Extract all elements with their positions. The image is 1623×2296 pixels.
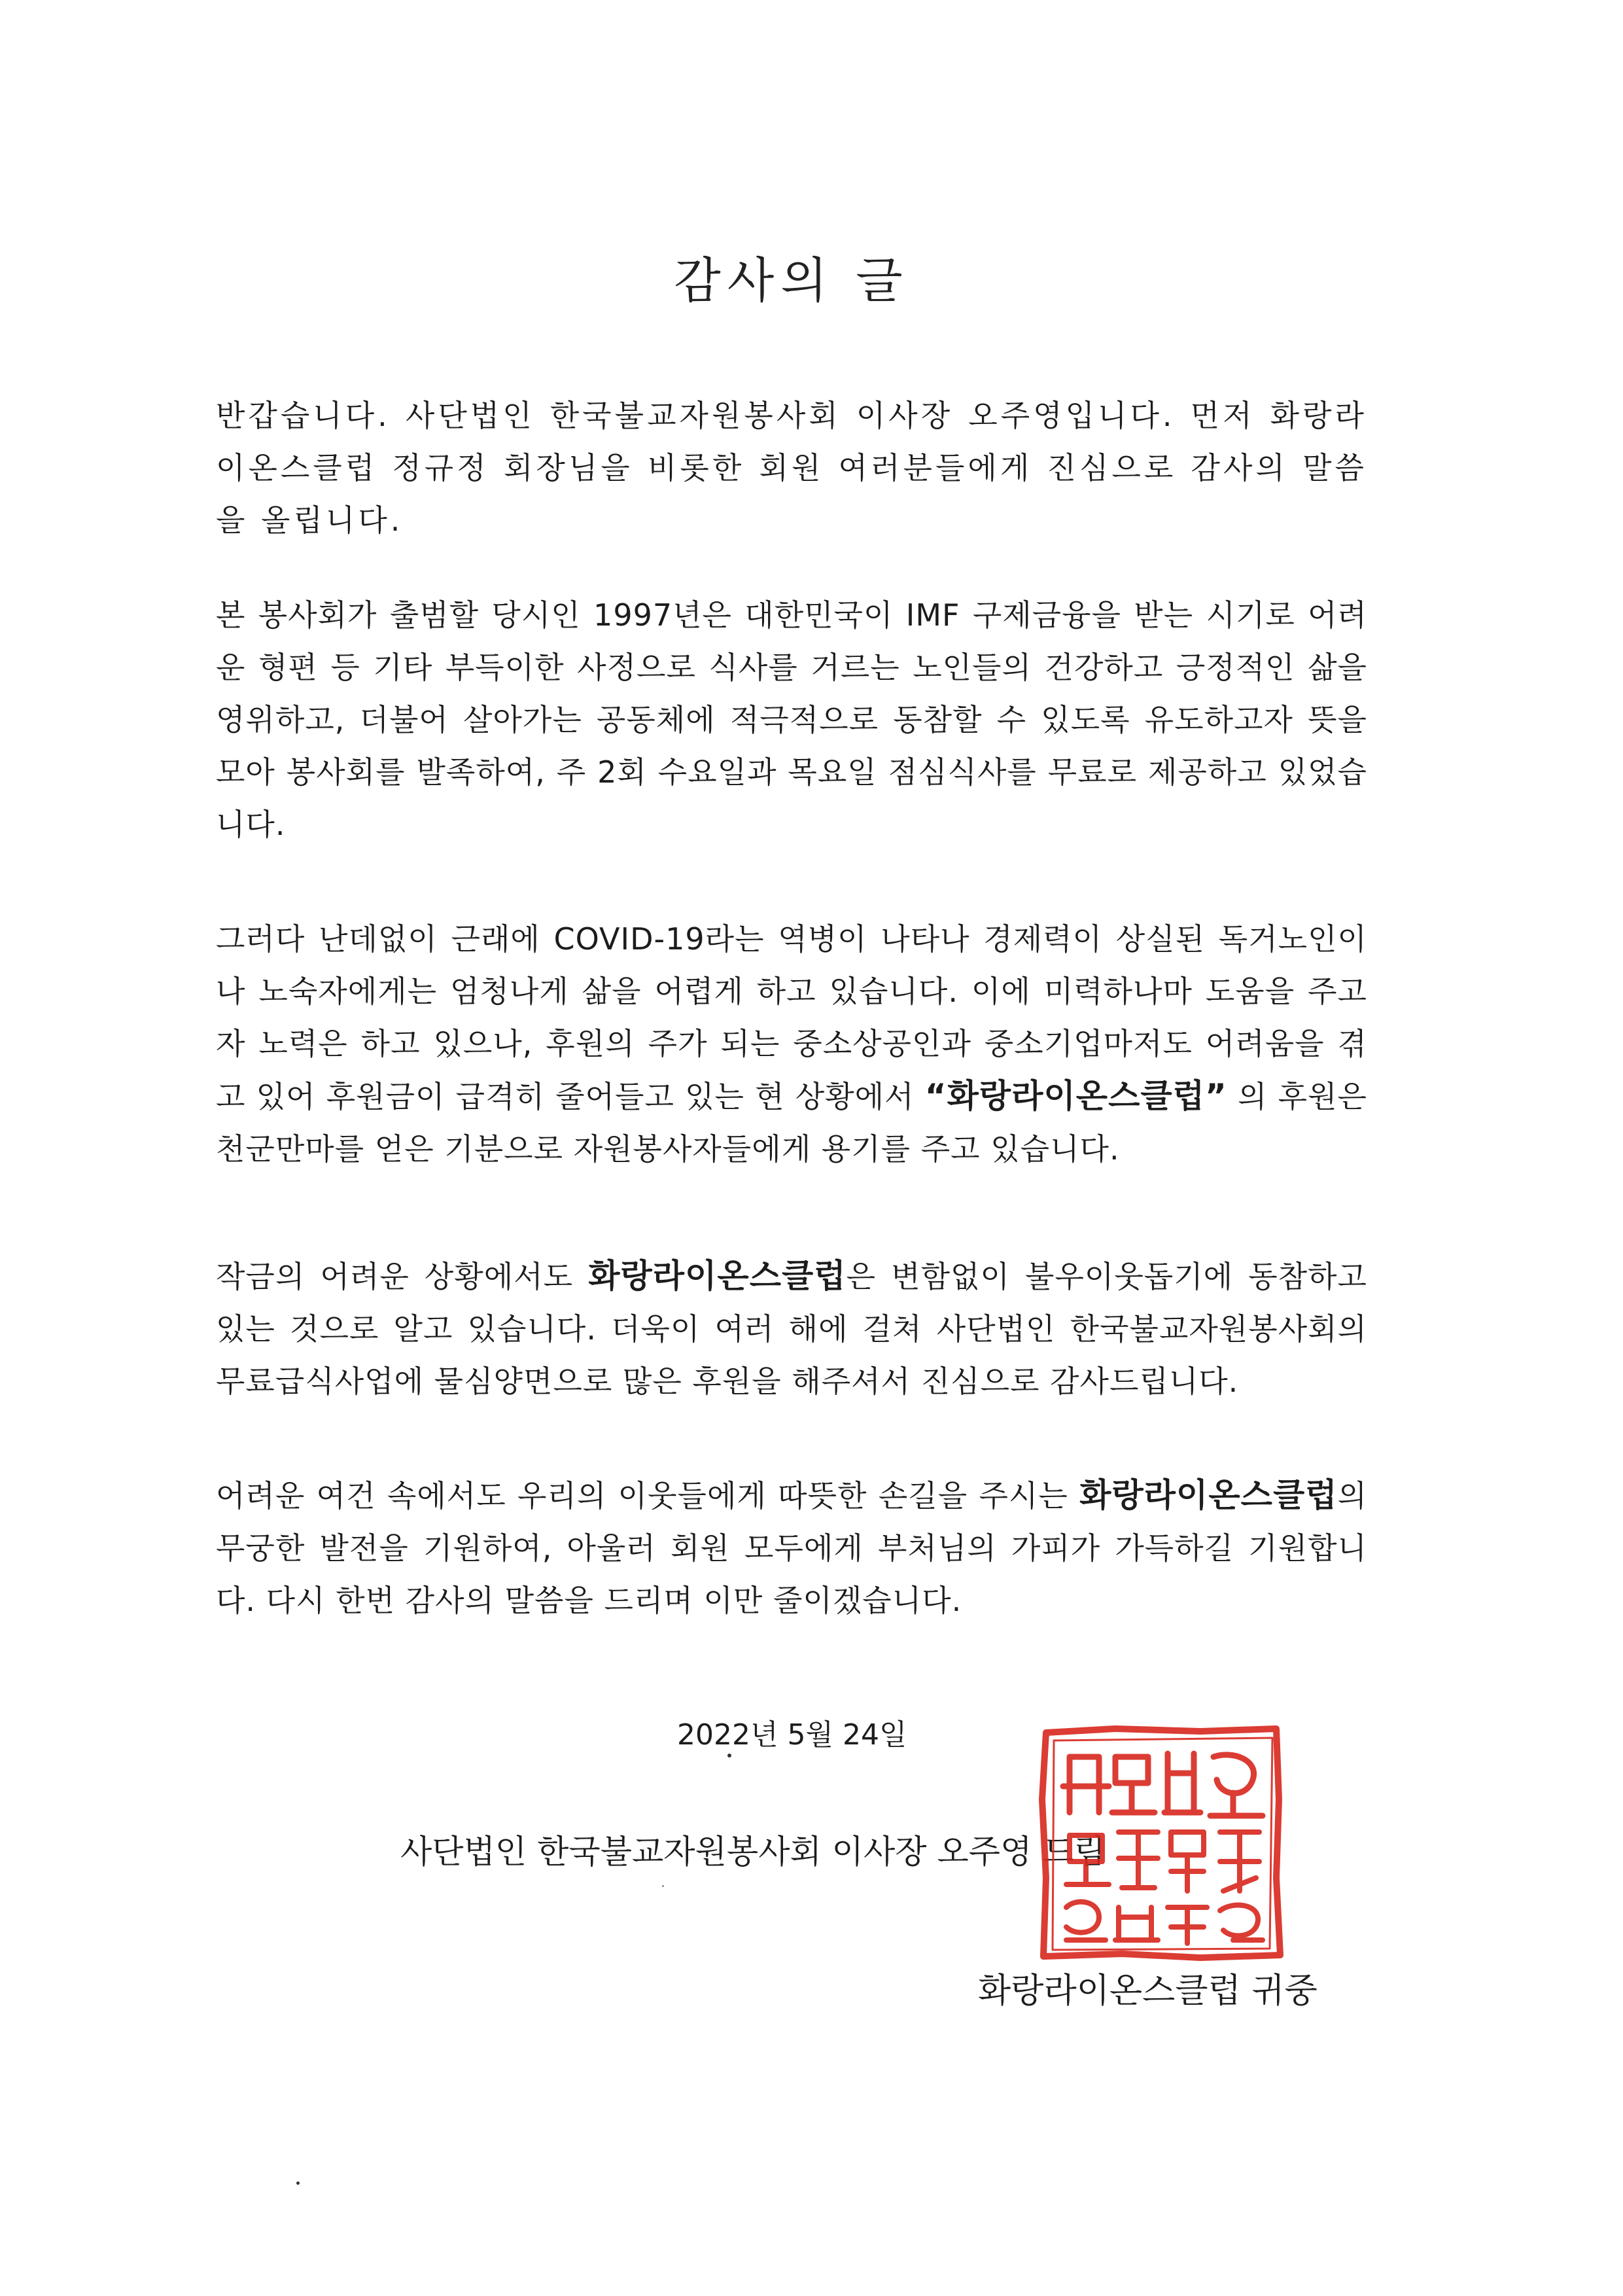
paragraph-greeting bbox=[216, 389, 1367, 546]
letter-recipient: 화랑라이온스클럽 귀중 bbox=[978, 1971, 1318, 2011]
paragraph-covid-text: 그러다 난데없이 근래에 COVID-19라는 역병이 나타나 경제력이 상실된 독거노인이나 노숙자에게는 엄청나게 삶을 어렵게 하고 있습니다. 이에 미력하나마 도움을 주고자 노력은 하고 있으나, 후원의 주가 되는 중소상공인과 중소기업마저도 어려움을 겪고 있어 후원금이 급격히 줄어들고 있는 현 상황에서 bbox=[216, 921, 1367, 1114]
letter-title: 감사의 글 bbox=[674, 253, 909, 309]
paragraph-closing bbox=[216, 1469, 1367, 1627]
club-name-emphasis: “화랑라이온스클럽” bbox=[924, 1077, 1227, 1115]
paragraph-support-text-end: 은 변함없이 불우이웃돕기에 동참하고 있는 것으로 알고 있습니다. 더욱이 여러 해에 걸쳐 사단법인 한국불교자원봉사회의 무료급식사업에 물심양면으로 많은 후원을 해주셔서 진심으로 감사드립니다. bbox=[216, 1259, 1367, 1399]
paragraph-closing-text-end: 의 무궁한 발전을 기원하여, 아울러 회원 모두에게 부처님의 가피가 가득하길 기원합니다. 다시 한번 감사의 말씀을 드리며 이만 줄이겠습니다. bbox=[216, 1478, 1367, 1618]
letter-sender: 사단법인 한국불교자원봉사회 이사장 오주영 드림 bbox=[400, 1833, 1106, 1871]
paragraph-history-text: 본 봉사회가 출범할 당시인 1997년은 대한민국이 IMF 구제금융을 받는 시기로 어려운 형편 등 기타 부득이한 사정으로 식사를 거르는 노인들의 건강하고 긍정적인 삶을 영위하고, 더불어 살아가는 공동체에 적극적으로 동참할 수 있도록 유도하고자 뜻을 모아 봉사회를 발족하여, 주 2회 수요일과 목요일 점심식사를 무료로 제공하고 있었습니다. bbox=[216, 597, 1367, 842]
paragraph-history bbox=[216, 589, 1367, 851]
paragraph-support-text: 작금의 어려운 상황에서도 bbox=[216, 1259, 589, 1294]
scan-speck bbox=[662, 1885, 664, 1887]
scan-speck bbox=[727, 1754, 731, 1757]
club-name-emphasis: 화랑라이온스클럽 bbox=[1079, 1476, 1338, 1514]
letter-date: 2022년 5월 24일 bbox=[677, 1718, 907, 1752]
official-seal-stamp bbox=[1037, 1721, 1285, 1963]
paragraph-closing-text: 어려운 여건 속에서도 우리의 이웃들에게 따뜻한 손길을 주시는 bbox=[216, 1478, 1080, 1513]
paragraph-greeting-text: 반갑습니다. 사단법인 한국불교자원봉사회 이사장 오주영입니다. 먼저 화랑라이온스클럽 정규정 회장님을 비롯한 회원 여러분들에게 진심으로 감사의 말씀을 올립니다. bbox=[216, 398, 1367, 538]
paragraph-covid-text-end: 의 후원은 천군만마를 얻은 기분으로 자원봉사자들에게 용기를 주고 있습니다. bbox=[216, 1079, 1367, 1167]
scan-speck bbox=[296, 2181, 300, 2185]
paragraph-support bbox=[216, 1250, 1367, 1407]
club-name-emphasis: 화랑라이온스클럽 bbox=[588, 1257, 846, 1295]
paragraph-covid bbox=[216, 913, 1367, 1175]
